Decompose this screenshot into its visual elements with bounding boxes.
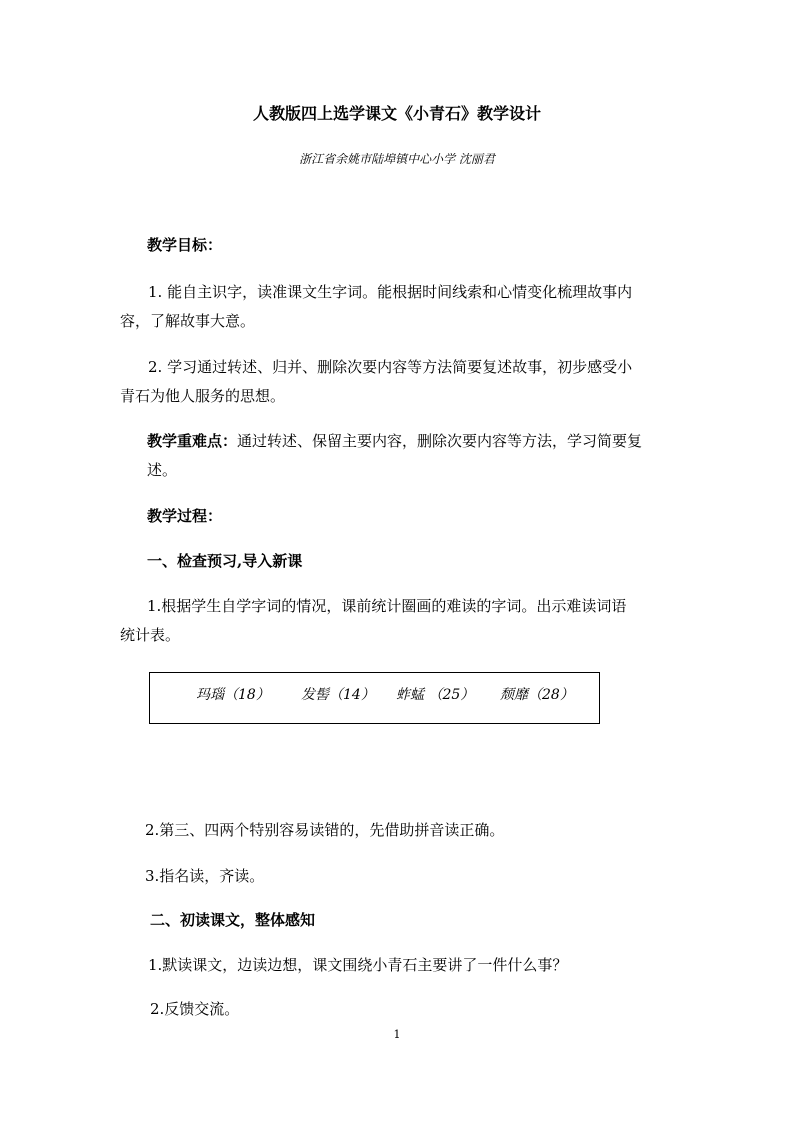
keypoint-label: 教学重难点： [147, 432, 238, 450]
vocab-item: 颓靡（28） [500, 687, 574, 703]
section2-heading: 二、初读课文，整体感知 [150, 911, 316, 929]
page-number: 1 [393, 1028, 401, 1041]
s2-item2: 2.反馈交流。 [150, 1000, 240, 1018]
goal1-line1: 1. 能自主识字，读准课文生字词。能根据时间线索和心情变化梳理故事内 [148, 283, 633, 301]
section1-heading: 一、检查预习,导入新课 [147, 552, 303, 570]
vocab-item: 发髻（14） [301, 687, 375, 703]
s2-item1: 1.默读课文，边读边想，课文围绕小青石主要讲了一件什么事？ [148, 956, 568, 974]
keypoint-line1 [147, 434, 642, 449]
goals-heading: 教学目标： [147, 236, 223, 254]
author-line: 浙江省余姚市陆埠镇中心小学 沈丽君 [299, 152, 495, 166]
goal1-line2: 容，了解故事大意。 [120, 312, 256, 330]
s1-item1-line2: 统计表。 [120, 626, 181, 644]
process-heading: 教学过程： [147, 507, 223, 525]
s1-item3: 3.指名读，齐读。 [145, 867, 265, 885]
document-title: 人教版四上选学课文《小青石》教学设计 [252, 104, 541, 123]
s1-item2: 2.第三、四两个特别容易读错的，先借助拼音读正确。 [145, 821, 505, 839]
keypoint-text: 通过转述、保留主要内容，删除次要内容等方法，学习简要复 [237, 432, 643, 450]
s1-item1-line1: 1.根据学生自学字词的情况，课前统计圈画的难读的字词。出示难读词语 [147, 597, 627, 615]
vocab-item: 蚱蜢 （25） [396, 687, 475, 703]
keypoint-line2: 述。 [147, 461, 178, 479]
vocab-item: 玛瑙（18） [196, 687, 270, 703]
goal2-line1: 2. 学习通过转述、归并、删除次要内容等方法简要复述故事，初步感受小 [148, 358, 633, 376]
vocab-table [149, 672, 600, 724]
goal2-line2: 青石为他人服务的思想。 [120, 387, 286, 405]
